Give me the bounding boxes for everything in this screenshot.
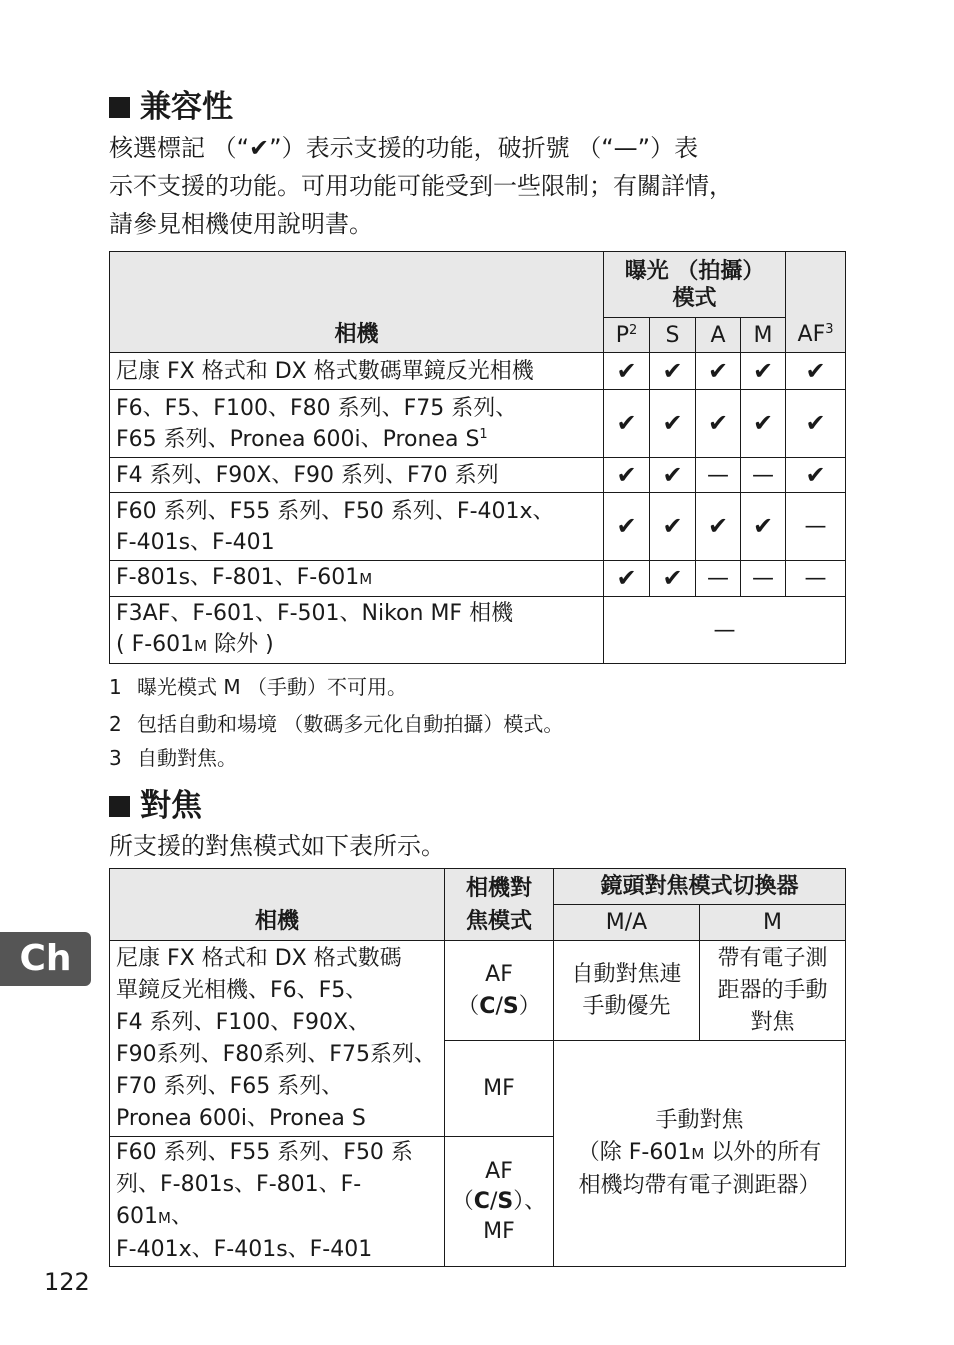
check-icon: ✔ <box>696 353 741 390</box>
camera-cell: F4 系列、F90X、F90 系列、F70 系列 <box>110 458 604 493</box>
af-mode-cell: AF （C/S） <box>445 941 554 1041</box>
camera-cell: 尼康 FX 格式和 DX 格式數碼 單鏡反光相機、F6、F5、 F4 系列、F100、F90X、 F90系列、F80系列、F75系列、 F70 系列、F65 系列、 Pronea 600i、Pronea S <box>110 941 445 1137</box>
check-icon: ✔ <box>604 390 650 458</box>
table-row <box>110 941 846 1041</box>
camera-cell: F6、F5、F100、F80 系列、F75 系列、 F65 系列、Pronea 600i、Pronea $S^1$ <box>110 390 604 458</box>
check-icon: ✔ <box>786 390 846 458</box>
camera-focus-mode-header: 相機對 焦模式 <box>445 869 554 941</box>
camera-cell: F60 系列、F55 系列、F50 系 列、F-801s、F-801、F-601M、 F-401x、F-401s、F-401 <box>110 1137 445 1267</box>
af-mf-mode-cell: AF （C/S）、 MF <box>445 1137 554 1267</box>
table-row <box>110 390 846 458</box>
p-mode-header: $P^2$ <box>604 318 650 353</box>
camera-cell: F3AF、F-601、F-501、Nikon MF 相機 ( F-601M 除外 ) <box>110 597 604 664</box>
table-row <box>110 458 846 493</box>
dash-cell: — <box>741 561 786 597</box>
check-icon: ✔ <box>741 353 786 390</box>
square-bullet-icon <box>109 796 130 817</box>
dash-cell: — <box>741 458 786 493</box>
lens-switch-header: 鏡頭對焦模式切換器 <box>554 869 846 905</box>
footnote: 3 自動對焦。 <box>109 746 237 770</box>
compat-table <box>109 251 846 664</box>
dash-cell: — <box>604 597 846 664</box>
a-mode-header: A <box>696 318 741 353</box>
camera-header: 相機 <box>110 869 445 941</box>
m-header: M <box>700 905 846 941</box>
check-icon: ✔ <box>650 353 696 390</box>
check-icon: ✔ <box>741 390 786 458</box>
manual-focus-cell: 手動對焦 （除 F-601M 以外的所有 相機均帶有電子測距器） <box>554 1041 846 1267</box>
camera-cell: 尼康 FX 格式和 DX 格式數碼單鏡反光相機 <box>110 353 604 390</box>
check-icon: ✔ <box>650 493 696 561</box>
check-icon: ✔ <box>650 458 696 493</box>
dash-cell: — <box>696 458 741 493</box>
intro-line: 示不支援的功能。可用功能可能受到一些限制；有關詳情， <box>109 172 733 200</box>
check-icon: ✔ <box>604 353 650 390</box>
m-af-cell: 帶有電子測 距器的手動 對焦 <box>700 941 846 1041</box>
footnote: 2 包括自動和場境 （數碼多元化自動拍攝）模式。 <box>109 712 564 736</box>
table-row <box>110 597 846 664</box>
intro-line: 核選標記 （“✔”）表示支援的功能，破折號 （“—”）表 <box>109 134 699 162</box>
check-icon: ✔ <box>741 493 786 561</box>
check-icon: ✔ <box>604 493 650 561</box>
s-mode-header: S <box>650 318 696 353</box>
dash-cell: — <box>786 493 846 561</box>
mf-mode-cell: MF <box>445 1041 554 1137</box>
check-icon: ✔ <box>786 353 846 390</box>
focus-intro: 所支援的對焦模式如下表所示。 <box>109 832 445 860</box>
check-icon: ✔ <box>604 458 650 493</box>
check-icon: ✔ <box>786 458 846 493</box>
table-row <box>110 493 846 561</box>
intro-line: 請參見相機使用說明書。 <box>109 210 373 238</box>
m-mode-header: M <box>741 318 786 353</box>
camera-cell: F60 系列、F55 系列、F50 系列、F-401x、 F-401s、F-401 <box>110 493 604 561</box>
page-number: 122 <box>44 1268 90 1296</box>
ma-af-cell: 自動對焦連 手動優先 <box>554 941 700 1041</box>
dash-cell: — <box>696 561 741 597</box>
camera-cell: F-801s、F-801、F-601M <box>110 561 604 597</box>
af-header: $AF^3$ <box>786 252 846 353</box>
table-row <box>110 561 846 597</box>
dash-cell: — <box>786 561 846 597</box>
chapter-tab: Ch <box>0 932 91 986</box>
compat-heading: 兼容性 <box>109 87 233 127</box>
table-row <box>110 353 846 390</box>
check-icon: ✔ <box>650 390 696 458</box>
check-icon: ✔ <box>696 493 741 561</box>
exposure-mode-header: 曝光 （拍攝） 模式 <box>604 252 786 318</box>
footnote: 1 曝光模式 M （手動）不可用。 <box>109 675 407 699</box>
focus-heading: 對焦 <box>109 786 202 826</box>
check-icon: ✔ <box>650 561 696 597</box>
ma-header: M/A <box>554 905 700 941</box>
check-icon: ✔ <box>696 390 741 458</box>
focus-table <box>109 868 846 1267</box>
check-icon: ✔ <box>604 561 650 597</box>
camera-header: 相機 <box>110 252 604 353</box>
compat-intro <box>109 129 733 243</box>
square-bullet-icon <box>109 97 130 118</box>
